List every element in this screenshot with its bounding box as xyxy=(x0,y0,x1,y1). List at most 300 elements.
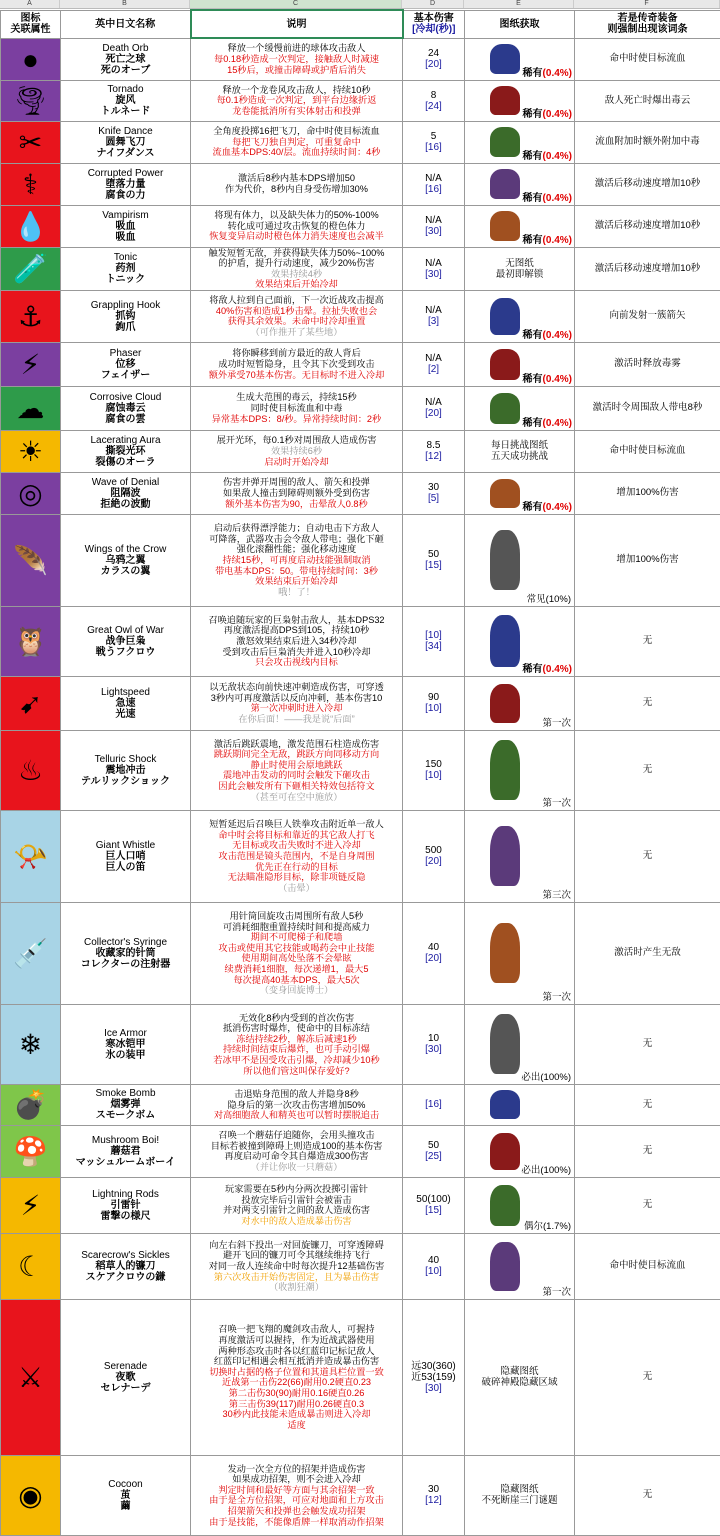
description-cell[interactable] xyxy=(191,810,403,902)
cooldown: [20] xyxy=(405,59,462,70)
wave-of-denial-icon: ◎ xyxy=(11,473,51,513)
corrosive-cloud-icon: ☁ xyxy=(11,388,51,428)
description-line: 持续15秒，可再度启动技能强制取消 xyxy=(193,555,400,566)
damage-cell[interactable] xyxy=(403,38,465,80)
legendary-effect-cell[interactable]: 无 xyxy=(575,676,720,730)
description-cell[interactable] xyxy=(191,902,403,1004)
description-cell[interactable] xyxy=(191,1125,403,1177)
header-name[interactable]: 英中日文名称 xyxy=(61,10,191,38)
skill-name-jp: 氷の装甲 xyxy=(63,1050,188,1061)
table-row xyxy=(1,472,720,514)
blueprint-source-cell[interactable] xyxy=(465,902,575,1004)
damage-cell[interactable] xyxy=(403,810,465,902)
description-line: 隐身后的第一次攻击伤害增加50% xyxy=(193,1100,400,1111)
description-line: 对高细胞敌人和精英也可以暂时摆脱追击 xyxy=(193,1110,400,1121)
icon-cell[interactable] xyxy=(1,163,61,205)
skill-name-cn: 巨人口哨 xyxy=(63,851,188,862)
blueprint-source-cell[interactable] xyxy=(465,472,575,514)
icon-cell[interactable] xyxy=(1,1299,61,1455)
description-line: 抵消伤害时爆炸，使命中的目标冻结 xyxy=(193,1023,400,1034)
table-row xyxy=(1,902,720,1004)
skill-name-cn: 稻草人的镰刀 xyxy=(63,1261,188,1272)
damage-cell[interactable] xyxy=(403,1233,465,1299)
blueprint-source-cell[interactable] xyxy=(465,1177,575,1233)
description-cell[interactable] xyxy=(191,1299,403,1455)
description-line: 的护盾，提升行动速度，减少20%伤害 xyxy=(193,258,400,269)
drop-rate-percent: (0.4%) xyxy=(543,235,572,246)
cooldown: [30] xyxy=(405,1383,462,1394)
base-damage: 40 xyxy=(405,942,462,953)
grappling-hook-icon: ⚓ xyxy=(11,296,51,336)
drop-rate-name: 常见 xyxy=(527,594,546,605)
icon-cell[interactable] xyxy=(1,1125,61,1177)
cooldown: [2] xyxy=(405,364,462,375)
description-line: 40%伤害和造成1秒击晕。拉扯失败也会 xyxy=(193,306,400,317)
description-cell[interactable] xyxy=(191,676,403,730)
legendary-effect-cell[interactable]: 增加100%伤害 xyxy=(575,472,720,514)
blueprint-source-cell[interactable] xyxy=(465,730,575,810)
description-line: 攻击或使用其它技能或喝药会中止技能 xyxy=(193,943,400,954)
skills-table xyxy=(0,9,720,1536)
skill-name-jp: 拒絶の波動 xyxy=(63,499,188,510)
table-row xyxy=(1,121,720,163)
skill-name-en: Collector's Syringe xyxy=(63,937,188,948)
blueprint-source-cell[interactable] xyxy=(465,1233,575,1299)
skill-name-en: Death Orb xyxy=(63,43,188,54)
skill-name-en: Great Owl of War xyxy=(63,625,188,636)
description-line: 以无敌状态向前快速冲刺造成伤害，可穿透 xyxy=(193,682,400,693)
name-cell[interactable] xyxy=(61,472,191,514)
name-cell[interactable] xyxy=(61,1084,191,1125)
skill-name-en: Knife Dance xyxy=(63,126,188,137)
name-cell[interactable] xyxy=(61,386,191,430)
name-cell[interactable] xyxy=(61,80,191,121)
name-cell[interactable] xyxy=(61,247,191,290)
blueprint-source-cell[interactable] xyxy=(465,514,575,606)
name-cell[interactable] xyxy=(61,902,191,1004)
legendary-effect-cell[interactable]: 激活时令周围敌人带电8秒 xyxy=(575,386,720,430)
drop-rate-name: 稀有 xyxy=(523,418,543,429)
description-cell[interactable] xyxy=(191,121,403,163)
legendary-effect-cell[interactable]: 无 xyxy=(575,606,720,676)
description-cell[interactable] xyxy=(191,1455,403,1535)
source-text: 隐藏图纸 破碎神殿隐藏区域 xyxy=(467,1366,572,1388)
legendary-effect-cell[interactable]: 命中时使目标流血 xyxy=(575,38,720,80)
damage-cell[interactable] xyxy=(403,121,465,163)
damage-cell[interactable] xyxy=(403,430,465,472)
description-line: 效果结束后开始冷却 xyxy=(193,576,400,587)
description-line: 额外承受70基本伤害。无目标时不进入冷却 xyxy=(193,370,400,381)
description-line: 持续时间结束后爆炸，也可手动引爆 xyxy=(193,1044,400,1055)
source-text: 无图纸 最初即解锁 xyxy=(467,258,572,280)
drop-rate-label xyxy=(523,235,572,246)
damage-cell[interactable] xyxy=(403,1125,465,1177)
name-cell[interactable] xyxy=(61,730,191,810)
legendary-effect-cell[interactable]: 激活时产生无敌 xyxy=(575,902,720,1004)
header-icon[interactable]: 图标 关联属性 xyxy=(1,10,61,38)
great-owl-of-war-icon: 🦉 xyxy=(11,621,51,661)
description-line: 用针筒回旋攻击周围所有敌人5秒 xyxy=(193,911,400,922)
icon-cell[interactable] xyxy=(1,1233,61,1299)
drop-rate-name: 第一次 xyxy=(542,718,571,729)
enemy-sprite xyxy=(475,679,535,728)
description-cell[interactable] xyxy=(191,247,403,290)
cooldown: [12] xyxy=(405,451,462,462)
description-line: 伤害并弹开周围的敌人、箭矢和投弹 xyxy=(193,477,400,488)
skill-name-cn: 乌鸦之翼 xyxy=(63,555,188,566)
icon-cell[interactable] xyxy=(1,342,61,386)
legendary-effect-cell[interactable]: 敌人死亡时爆出毒云 xyxy=(575,80,720,121)
icon-cell[interactable] xyxy=(1,676,61,730)
description-cell[interactable] xyxy=(191,342,403,386)
damage-cell[interactable] xyxy=(403,386,465,430)
damage-cell[interactable] xyxy=(403,676,465,730)
damage-cell[interactable] xyxy=(403,472,465,514)
description-line: 向左右斜下投出一对回旋镰刀，可穿透障碍 xyxy=(193,1240,400,1251)
name-cell[interactable] xyxy=(61,121,191,163)
legendary-effect-cell[interactable]: 向前发射一簇箭矢 xyxy=(575,290,720,342)
blueprint-source-cell[interactable] xyxy=(465,1084,575,1125)
name-cell[interactable] xyxy=(61,430,191,472)
drop-rate-name: 稀有 xyxy=(523,151,543,162)
legendary-effect-cell[interactable]: 激活后移动速度增加10秒 xyxy=(575,247,720,290)
name-cell[interactable] xyxy=(61,1125,191,1177)
cooldown: [15] xyxy=(405,560,462,571)
description-line: 每0.1秒造成一次判定，到平台边缘折返 xyxy=(193,95,400,106)
legendary-effect-cell[interactable]: 流血附加时额外附加中毒 xyxy=(575,121,720,163)
icon-cell[interactable] xyxy=(1,1455,61,1535)
blueprint-source-cell[interactable] xyxy=(465,163,575,205)
col-letter-b[interactable]: B xyxy=(60,0,190,8)
enemy-sprite xyxy=(475,1087,535,1123)
damage-cell[interactable] xyxy=(403,1004,465,1084)
blueprint-source-cell[interactable] xyxy=(465,676,575,730)
damage-cell[interactable] xyxy=(403,514,465,606)
source-text: 隐藏图纸 不死断崖三门谜题 xyxy=(467,1484,572,1506)
description-line: 近战第一击伤22(66)耐用0.2硬直0.23 xyxy=(193,1377,400,1388)
base-damage: N/A xyxy=(405,353,462,364)
legendary-effect-cell[interactable]: 增加100%伤害 xyxy=(575,514,720,606)
icon-cell[interactable] xyxy=(1,80,61,121)
cooldown: [15] xyxy=(405,1205,462,1216)
icon-cell[interactable] xyxy=(1,472,61,514)
cooldown: [24] xyxy=(405,101,462,112)
header-source[interactable]: 图纸获取 xyxy=(465,10,575,38)
tornado-icon: 🌪 xyxy=(11,81,51,121)
description-line: 第一次冲刺时进入冷却 xyxy=(193,703,400,714)
drop-rate-percent: (0.4%) xyxy=(543,68,572,79)
description-line: 第六次攻击开始伤害固定，且为暴击伤害 xyxy=(193,1272,400,1283)
icon-cell[interactable] xyxy=(1,205,61,247)
skill-name-cn: 烟雾弹 xyxy=(63,1099,188,1110)
cooldown: [20] xyxy=(405,953,462,964)
header-desc[interactable]: 说明 xyxy=(191,10,403,38)
description-line: 释放一个缓慢前进的球体攻击敌人 xyxy=(193,43,400,54)
drop-rate-percent: (0.4%) xyxy=(543,502,572,513)
damage-cell[interactable] xyxy=(403,290,465,342)
blueprint-source-cell[interactable] xyxy=(465,342,575,386)
col-letter-f[interactable]: F xyxy=(574,0,720,8)
blueprint-source-cell[interactable] xyxy=(465,80,575,121)
base-damage: 5 xyxy=(405,131,462,142)
legendary-effect-cell[interactable]: 无 xyxy=(575,1084,720,1125)
legendary-effect-cell[interactable]: 命中时使目标流血 xyxy=(575,1233,720,1299)
phaser-icon: ⚡ xyxy=(11,344,51,384)
icon-cell[interactable] xyxy=(1,902,61,1004)
icon-cell[interactable] xyxy=(1,38,61,80)
description-cell[interactable] xyxy=(191,290,403,342)
description-cell[interactable] xyxy=(191,1004,403,1084)
description-cell[interactable] xyxy=(191,730,403,810)
skill-name-en: Vampirism xyxy=(63,210,188,221)
icon-cell[interactable] xyxy=(1,290,61,342)
name-cell[interactable] xyxy=(61,38,191,80)
description-line: 召唤追随玩家的巨枭射击敌人，基本DPS32 xyxy=(193,615,400,626)
damage-cell[interactable] xyxy=(403,247,465,290)
name-cell[interactable] xyxy=(61,342,191,386)
damage-cell[interactable] xyxy=(403,163,465,205)
skill-name-jp: 裂傷のオーラ xyxy=(63,457,188,468)
name-cell[interactable] xyxy=(61,676,191,730)
skill-name-jp: フェイザー xyxy=(63,370,188,381)
description-line: 发动一次全方位的招架并造成伤害 xyxy=(193,1464,400,1475)
legendary-effect-cell[interactable]: 激活时释放毒雾 xyxy=(575,342,720,386)
name-cell[interactable] xyxy=(61,514,191,606)
knife-dance-icon: ✂ xyxy=(11,122,51,162)
lightning-rods-icon: ⚡ xyxy=(11,1185,51,1225)
table-row xyxy=(1,430,720,472)
name-cell[interactable] xyxy=(61,1177,191,1233)
description-cell[interactable] xyxy=(191,430,403,472)
description-cell[interactable] xyxy=(191,386,403,430)
icon-cell[interactable] xyxy=(1,386,61,430)
damage-cell[interactable] xyxy=(403,205,465,247)
drop-rate-percent: (0.4%) xyxy=(543,330,572,341)
damage-cell[interactable] xyxy=(403,80,465,121)
description-line: （并让你收一只蘑菇） xyxy=(193,1162,400,1173)
description-line: 命中时会将目标和靠近的其它敌人打飞 xyxy=(193,830,400,841)
drop-rate-name: 必出 xyxy=(521,1165,540,1176)
blueprint-source-cell[interactable] xyxy=(465,1125,575,1177)
legendary-effect-cell[interactable]: 无 xyxy=(575,1004,720,1084)
legendary-effect-cell[interactable]: 无 xyxy=(575,810,720,902)
skill-name-jp: スモークボム xyxy=(63,1110,188,1121)
blueprint-source-cell[interactable] xyxy=(465,121,575,163)
description-line: 30秒内此技能未造成暴击则进入冷却 xyxy=(193,1409,400,1420)
description-line: 释放一个龙卷风攻击敌人，持续10秒 xyxy=(193,85,400,96)
lightspeed-icon: ➹ xyxy=(11,683,51,723)
icon-cell[interactable] xyxy=(1,247,61,290)
description-line: 冻结持续2秒，解冻后减速1秒 xyxy=(193,1034,400,1045)
damage-cell[interactable] xyxy=(403,1455,465,1535)
name-cell[interactable] xyxy=(61,1299,191,1455)
header-damage[interactable] xyxy=(403,10,465,38)
name-cell[interactable] xyxy=(61,163,191,205)
description-line: 可降落，武器攻击会令敌人带电；强化下砸 xyxy=(193,534,400,545)
description-line: 启动时开始冷却 xyxy=(193,457,400,468)
blueprint-source-cell[interactable] xyxy=(465,38,575,80)
table-row xyxy=(1,163,720,205)
table-row xyxy=(1,247,720,290)
legendary-effect-cell[interactable]: 无 xyxy=(575,1455,720,1535)
skill-name-cn: 抓钩 xyxy=(63,311,188,322)
source-text: 每日挑战图纸 五天成功挑战 xyxy=(467,440,572,462)
legendary-effect-cell[interactable]: 无 xyxy=(575,1299,720,1455)
description-line: 展开光环，每0.1秒对周围敌人造成伤害 xyxy=(193,435,400,446)
skill-name-cn: 收藏家的针筒 xyxy=(63,948,188,959)
skill-name-en: Wings of the Crow xyxy=(63,544,188,555)
description-line: 短暂延迟后召唤巨人铁拳攻击附近单一敌人 xyxy=(193,819,400,830)
description-line: 成功时短暂隐身，且令其下次受到攻击 xyxy=(193,359,400,370)
drop-rate-name: 稀有 xyxy=(523,330,543,341)
blueprint-source-cell[interactable] xyxy=(465,606,575,676)
damage-cell[interactable] xyxy=(403,1299,465,1455)
description-line: 全角度投掷16把飞刀，命中时使目标流血 xyxy=(193,126,400,137)
blueprint-source-cell[interactable] xyxy=(465,1299,575,1455)
blueprint-source-cell[interactable] xyxy=(465,290,575,342)
cooldown: [10] xyxy=(405,1266,462,1277)
icon-cell[interactable] xyxy=(1,1084,61,1125)
blueprint-source-cell[interactable] xyxy=(465,247,575,290)
description-cell[interactable] xyxy=(191,1084,403,1125)
blueprint-source-cell[interactable] xyxy=(465,205,575,247)
skill-name-en: Scarecrow's Sickles xyxy=(63,1250,188,1261)
damage-cell[interactable] xyxy=(403,902,465,1004)
wings-of-the-crow-icon: 🪶 xyxy=(11,540,51,580)
description-cell[interactable] xyxy=(191,514,403,606)
blueprint-source-cell[interactable] xyxy=(465,386,575,430)
drop-rate-name: 稀有 xyxy=(523,235,543,246)
description-line: 红蓝印记相遇会相互抵消并造成暴击伤害 xyxy=(193,1356,400,1367)
blueprint-source-cell[interactable] xyxy=(465,1455,575,1535)
name-cell[interactable] xyxy=(61,1455,191,1535)
description-line: 再度激活可以握持，作为近战武器使用 xyxy=(193,1335,400,1346)
icon-cell[interactable] xyxy=(1,810,61,902)
base-damage: 远30(360) 近53(159) xyxy=(405,1361,462,1383)
description-line: 受到攻击后巨枭消失并进入10秒冷却 xyxy=(193,647,400,658)
name-cell[interactable] xyxy=(61,1004,191,1084)
icon-cell[interactable] xyxy=(1,1004,61,1084)
table-row xyxy=(1,342,720,386)
cooldown: [10] [34] xyxy=(405,630,462,652)
name-cell[interactable] xyxy=(61,810,191,902)
drop-rate-name: 第三次 xyxy=(542,890,571,901)
base-damage: 50 xyxy=(405,549,462,560)
damage-cell[interactable] xyxy=(403,730,465,810)
description-line: 对水中的敌人造成暴击伤害 xyxy=(193,1216,400,1227)
col-letter-c[interactable]: C xyxy=(190,0,402,8)
description-cell[interactable] xyxy=(191,38,403,80)
damage-cell[interactable] xyxy=(403,342,465,386)
description-cell[interactable] xyxy=(191,80,403,121)
drop-rate-name: 第一次 xyxy=(542,992,571,1003)
drop-rate-label xyxy=(542,718,571,729)
base-damage: 500 xyxy=(405,845,462,856)
legendary-effect-cell[interactable]: 无 xyxy=(575,1177,720,1233)
skill-name-jp: 死のオーブ xyxy=(63,65,188,76)
smoke-bomb-icon: 💣 xyxy=(11,1085,51,1125)
header-damage-cooldown: [冷却(秒)] xyxy=(406,24,463,35)
blueprint-source-cell[interactable] xyxy=(465,430,575,472)
drop-rate-label xyxy=(523,151,572,162)
drop-rate-name: 稀有 xyxy=(523,502,543,513)
description-line: 静止时使用会原地跳跃 xyxy=(193,760,400,771)
header-effect[interactable]: 若是传奇装备 则强制出现该词条 xyxy=(575,10,720,38)
description-line: （变身回旋博士） xyxy=(193,985,400,996)
icon-cell[interactable] xyxy=(1,430,61,472)
base-damage: 150 xyxy=(405,759,462,770)
legendary-effect-cell[interactable]: 命中时使目标流血 xyxy=(575,430,720,472)
base-damage: 24 xyxy=(405,48,462,59)
skill-name-cn: 位移 xyxy=(63,359,188,370)
drop-rate-percent: (0.4%) xyxy=(543,374,572,385)
description-line: 使用期间高处坠落不会晕眩 xyxy=(193,953,400,964)
description-cell[interactable] xyxy=(191,205,403,247)
description-line: 投放完毕后引雷针会被雷击 xyxy=(193,1195,400,1206)
description-line: 期间不可爬梯子和爬墙 xyxy=(193,932,400,943)
name-cell[interactable] xyxy=(61,1233,191,1299)
legendary-effect-cell[interactable]: 激活后移动速度增加10秒 xyxy=(575,163,720,205)
description-line: 再度激活提高DPS到105，持续10秒 xyxy=(193,625,400,636)
drop-rate-label xyxy=(523,502,572,513)
icon-cell[interactable] xyxy=(1,1177,61,1233)
description-line: 触发短暂无敌，并获得缺失体力50%~100% xyxy=(193,248,400,259)
col-letter-e[interactable]: E xyxy=(464,0,574,8)
description-line: 招架箭矢和投弹也会触发成功招架 xyxy=(193,1506,400,1517)
icon-cell[interactable] xyxy=(1,606,61,676)
drop-rate-percent: (0.4%) xyxy=(543,664,572,675)
icon-cell[interactable] xyxy=(1,121,61,163)
blueprint-source-cell[interactable] xyxy=(465,1004,575,1084)
legendary-effect-cell[interactable]: 无 xyxy=(575,730,720,810)
name-cell[interactable] xyxy=(61,290,191,342)
skill-name-cn: 战争巨枭 xyxy=(63,636,188,647)
skill-name-jp: 繭 xyxy=(63,1501,188,1512)
legendary-effect-cell[interactable]: 无 xyxy=(575,1125,720,1177)
table-row xyxy=(1,1084,720,1125)
description-line: 攻击范围是镜头范围内，不是自身周围 xyxy=(193,851,400,862)
base-damage: 30 xyxy=(405,1484,462,1495)
col-letter-d[interactable]: D xyxy=(402,0,464,8)
cooldown: [20] xyxy=(405,408,462,419)
damage-cell[interactable] xyxy=(403,1084,465,1125)
table-row xyxy=(1,606,720,676)
icon-cell[interactable] xyxy=(1,730,61,810)
name-cell[interactable] xyxy=(61,606,191,676)
description-cell[interactable] xyxy=(191,472,403,514)
icon-cell[interactable] xyxy=(1,514,61,606)
description-line: 强化滚翻性能；强化移动速度 xyxy=(193,544,400,555)
description-cell[interactable] xyxy=(191,1177,403,1233)
description-line: 启动后获得漂浮能力；自动电击下方敌人 xyxy=(193,523,400,534)
description-line: 生成大范围的毒云，持续15秒 xyxy=(193,392,400,403)
damage-cell[interactable] xyxy=(403,606,465,676)
name-cell[interactable] xyxy=(61,205,191,247)
legendary-effect-cell[interactable]: 激活后移动速度增加10秒 xyxy=(575,205,720,247)
skill-name-en: Lightning Rods xyxy=(63,1189,188,1200)
description-line: 所以他们管这叫保存爱好? xyxy=(193,1066,400,1077)
skill-name-jp: セレナーデ xyxy=(63,1383,188,1394)
blueprint-source-cell[interactable] xyxy=(465,810,575,902)
description-cell[interactable] xyxy=(191,606,403,676)
cooldown: [12] xyxy=(405,1495,462,1506)
description-cell[interactable] xyxy=(191,163,403,205)
description-cell[interactable] xyxy=(191,1233,403,1299)
header-row xyxy=(1,10,720,38)
col-letter-a[interactable]: A xyxy=(0,0,60,8)
damage-cell[interactable] xyxy=(403,1177,465,1233)
drop-rate-label xyxy=(523,374,572,385)
